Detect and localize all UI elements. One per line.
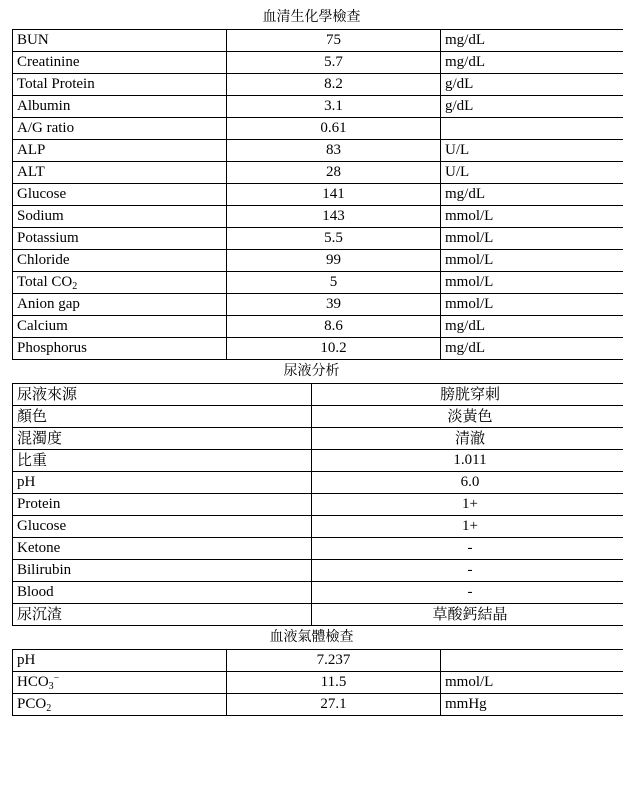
analyte-unit: mmol/L [441, 206, 623, 228]
analyte-unit: mg/dL [441, 316, 623, 338]
analyte-name: Total Protein [13, 74, 227, 96]
table-row [13, 650, 623, 672]
analyte-name: Phosphorus [13, 338, 227, 360]
bloodgas-parameter-name: pH [13, 650, 227, 672]
chemistry-table [12, 29, 623, 360]
analyte-value: 8.6 [227, 316, 441, 338]
analyte-name: ALP [13, 140, 227, 162]
urine-parameter-name: Glucose [13, 516, 312, 538]
table-row [13, 604, 623, 626]
table-row [13, 294, 623, 316]
table-row [13, 560, 623, 582]
urine-parameter-name: Protein [13, 494, 312, 516]
analyte-name: Glucose [13, 184, 227, 206]
table-row [13, 538, 623, 560]
bloodgas-parameter-name: $HCO_3^-$ [13, 672, 227, 694]
bloodgas-parameter-name: $PCO_2$ [13, 694, 227, 716]
analyte-value: 99 [227, 250, 441, 272]
analyte-value: 5.5 [227, 228, 441, 250]
urine-parameter-name: 比重 [13, 450, 312, 472]
table-row [13, 184, 623, 206]
urine-parameter-name: pH [13, 472, 312, 494]
analyte-name: Albumin [13, 96, 227, 118]
analyte-name: Potassium [13, 228, 227, 250]
urine-parameter-value: 1+ [312, 516, 623, 538]
urine-parameter-name: 混濁度 [13, 428, 312, 450]
table-row [13, 672, 623, 694]
urine-parameter-value: - [312, 582, 623, 604]
chemistry-section-title: 血清生化學檢查 [262, 9, 361, 25]
bloodgas-parameter-value: 11.5 [227, 672, 441, 694]
analyte-value: 3.1 [227, 96, 441, 118]
chemistry-table-body [13, 30, 623, 360]
bloodgas-parameter-unit: mmol/L [441, 672, 623, 694]
analyte-unit [441, 118, 623, 140]
table-row [13, 272, 623, 294]
analyte-unit: U/L [441, 140, 623, 162]
analyte-value: 0.61 [227, 118, 441, 140]
table-row [13, 516, 623, 538]
analyte-name: Calcium [13, 316, 227, 338]
urine-parameter-value: - [312, 560, 623, 582]
table-row [13, 338, 623, 360]
bloodgas-parameter-value: 27.1 [227, 694, 441, 716]
bloodgas-parameter-unit [441, 650, 623, 672]
urine-parameter-value: 1.011 [312, 450, 623, 472]
analyte-value: 143 [227, 206, 441, 228]
table-row [13, 96, 623, 118]
urinalysis-table [12, 383, 623, 626]
analyte-name: Anion gap [13, 294, 227, 316]
analyte-value: 39 [227, 294, 441, 316]
analyte-unit: mmol/L [441, 250, 623, 272]
table-row [13, 316, 623, 338]
table-row [13, 52, 623, 74]
urine-parameter-value: 草酸鈣結晶 [312, 604, 623, 626]
analyte-name: ALT [13, 162, 227, 184]
analyte-unit: mmol/L [441, 228, 623, 250]
urine-parameter-name: 尿沉渣 [13, 604, 312, 626]
urinalysis-table-body [13, 384, 623, 626]
bloodgas-section-title: 血液氣體檢查 [269, 629, 354, 645]
table-row [13, 694, 623, 716]
bloodgas-table-body [13, 650, 623, 716]
table-row [13, 30, 623, 52]
table-row [13, 428, 623, 450]
analyte-value: 28 [227, 162, 441, 184]
analyte-unit: g/dL [441, 74, 623, 96]
urine-parameter-value: 清澈 [312, 428, 623, 450]
analyte-value: 10.2 [227, 338, 441, 360]
urine-parameter-value: 1+ [312, 494, 623, 516]
table-row [13, 384, 623, 406]
analyte-name: BUN [13, 30, 227, 52]
urine-parameter-name: 尿液來源 [13, 384, 312, 406]
analyte-value: 8.2 [227, 74, 441, 96]
table-row [13, 494, 623, 516]
analyte-name: Sodium [13, 206, 227, 228]
analyte-unit: U/L [441, 162, 623, 184]
analyte-value: 83 [227, 140, 441, 162]
analyte-unit: mg/dL [441, 338, 623, 360]
analyte-value: 141 [227, 184, 441, 206]
analyte-unit: mmol/L [441, 272, 623, 294]
table-row [13, 406, 623, 428]
table-row [13, 118, 623, 140]
table-row [13, 74, 623, 96]
urine-parameter-value: 淡黃色 [312, 406, 623, 428]
bloodgas-table [12, 649, 623, 716]
table-row [13, 228, 623, 250]
table-row [13, 472, 623, 494]
analyte-unit: mg/dL [441, 52, 623, 74]
analyte-unit: g/dL [441, 96, 623, 118]
urine-parameter-value: - [312, 538, 623, 560]
urine-parameter-value: 6.0 [312, 472, 623, 494]
analyte-unit: mg/dL [441, 184, 623, 206]
analyte-value: 5.7 [227, 52, 441, 74]
analyte-value: 75 [227, 30, 441, 52]
bloodgas-parameter-unit: mmHg [441, 694, 623, 716]
table-row [13, 582, 623, 604]
analyte-name: Chloride [13, 250, 227, 272]
urine-parameter-name: Ketone [13, 538, 312, 560]
analyte-name: Creatinine [13, 52, 227, 74]
analyte-name: A/G ratio [13, 118, 227, 140]
table-row [13, 206, 623, 228]
urine-parameter-name: 顏色 [13, 406, 312, 428]
bloodgas-parameter-value: 7.237 [227, 650, 441, 672]
urine-parameter-name: Blood [13, 582, 312, 604]
table-row [13, 450, 623, 472]
urinalysis-section-title: 尿液分析 [283, 363, 340, 379]
urine-parameter-name: Bilirubin [13, 560, 312, 582]
table-row [13, 162, 623, 184]
analyte-unit: mmol/L [441, 294, 623, 316]
table-row [13, 250, 623, 272]
analyte-unit: mg/dL [441, 30, 623, 52]
urine-parameter-value: 膀胱穿刺 [312, 384, 623, 406]
table-row [13, 140, 623, 162]
analyte-name: Total $CO_2$ [13, 272, 227, 294]
analyte-value: 5 [227, 272, 441, 294]
